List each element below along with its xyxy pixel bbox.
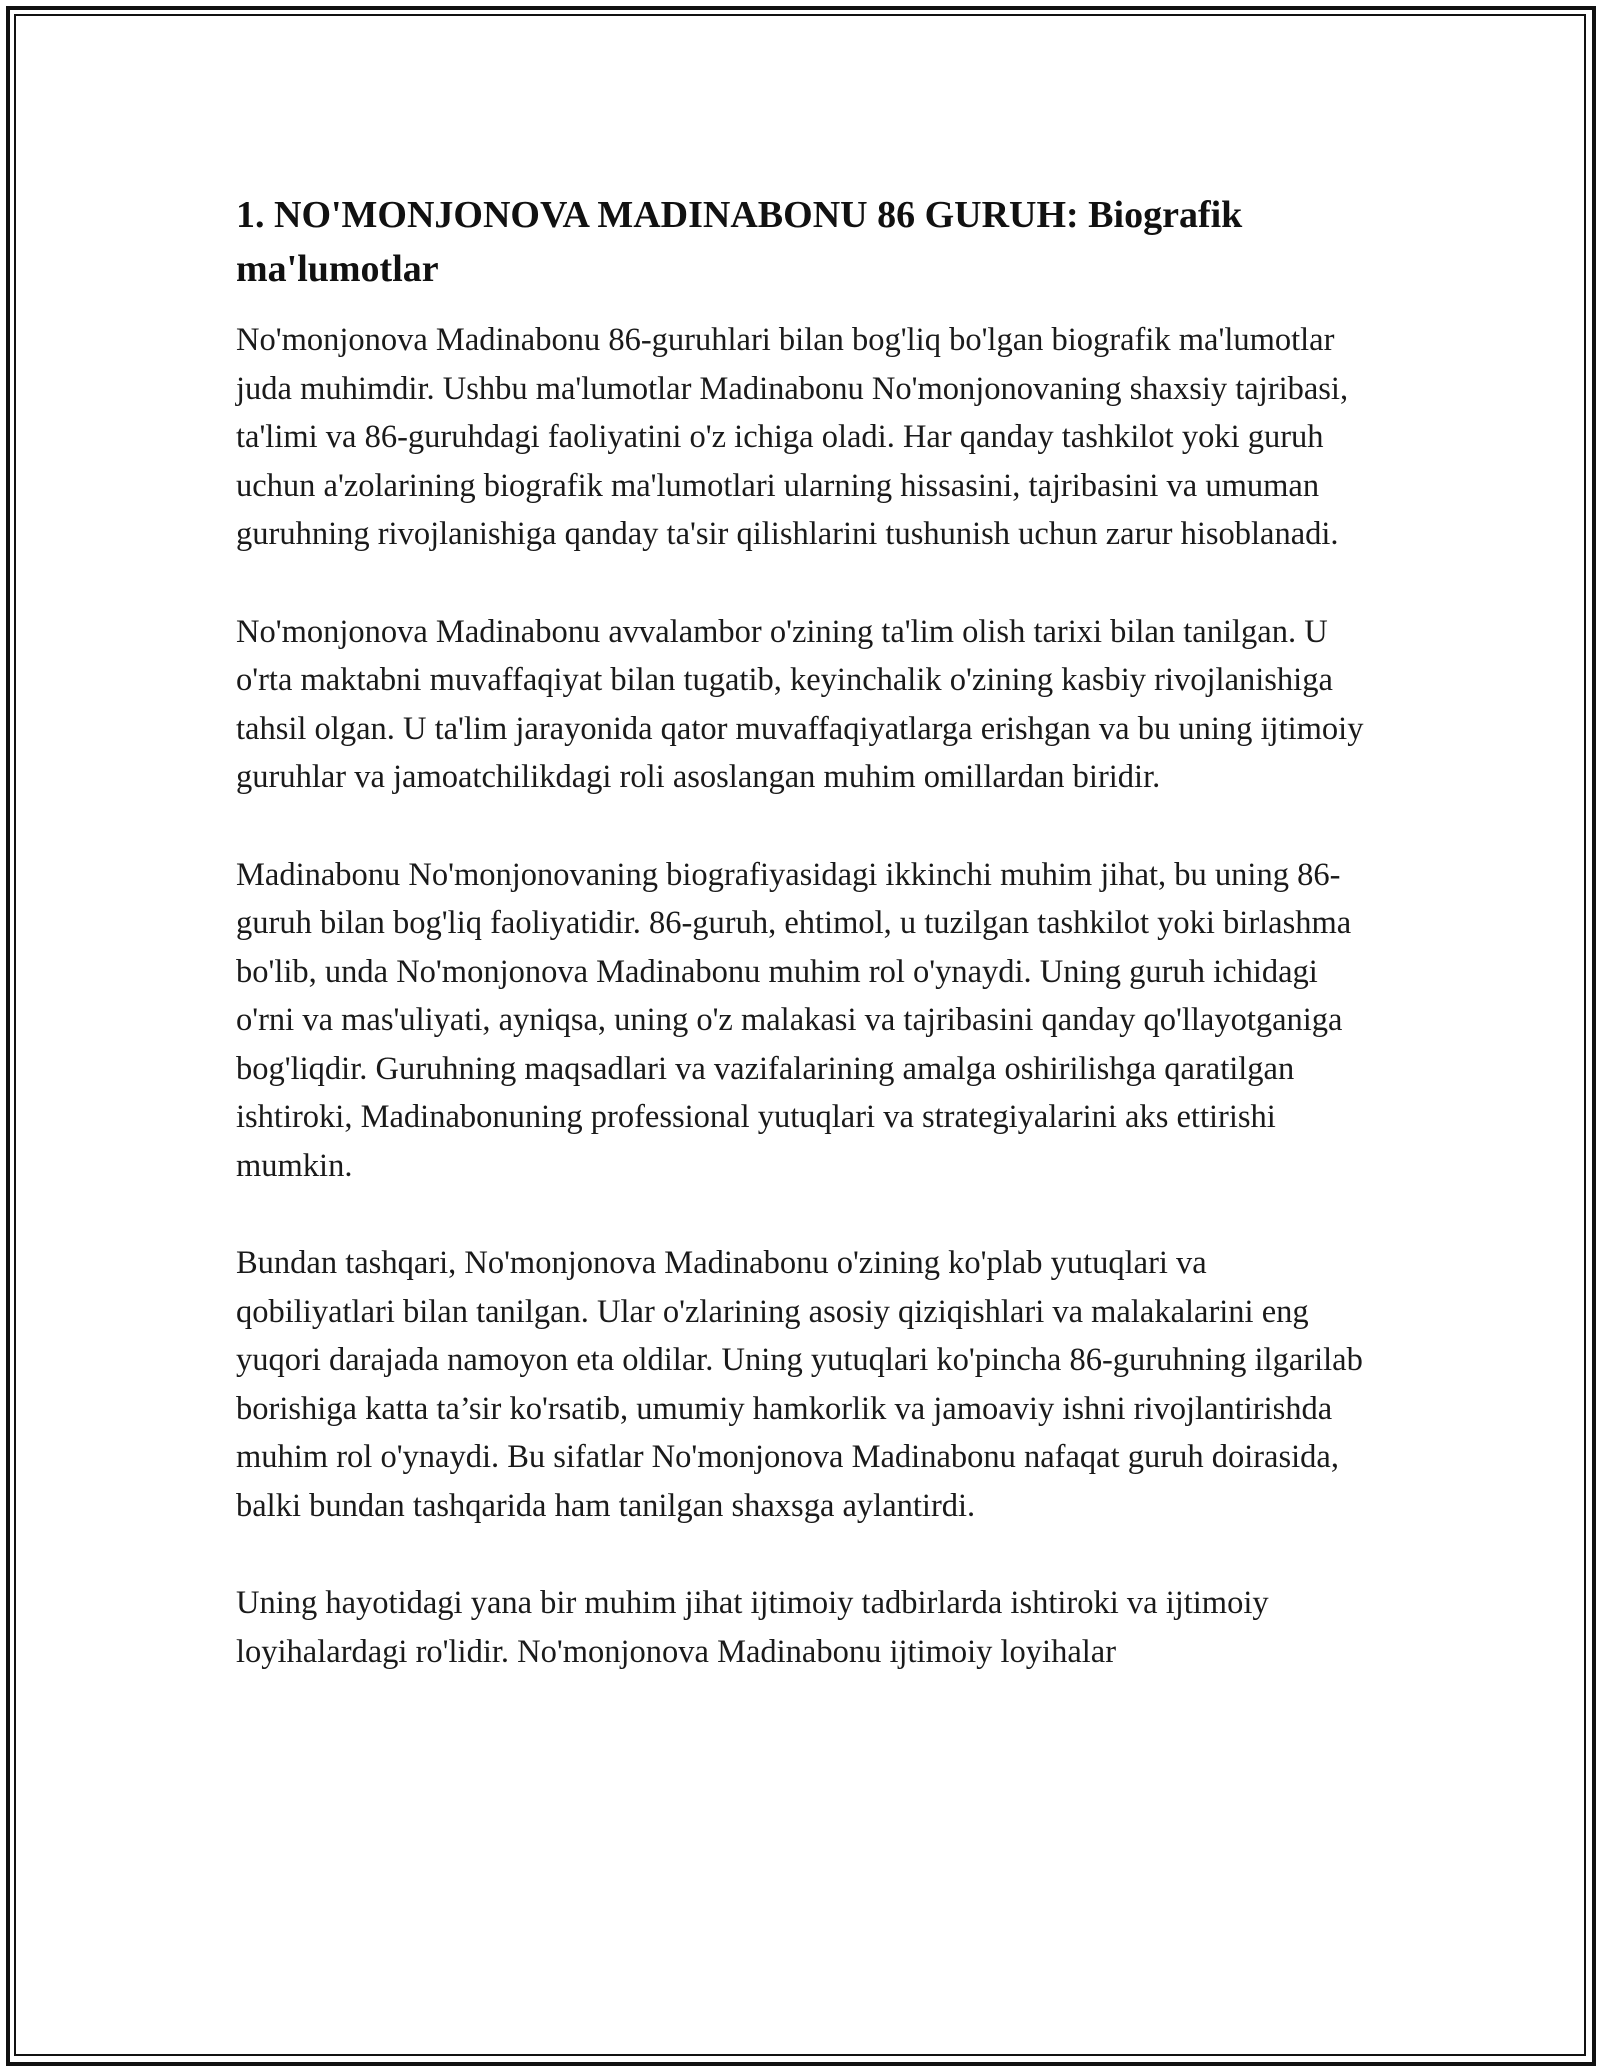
paragraph-4: Bundan tashqari, No'monjonova Madinabonu o'zining ko'plab yutuqlari va qobiliyatlari bilan tanilgan. Ular o'zlarining asosiy qiziqishlari va malakalarini eng yuqori darajada namoyon eta oldilar. Uning yutuqlari ko'pincha 86-guruhning ilgarilab borishiga katta ta’sir ko'rsatib, umumiy hamkorlik va jamoaviy ishni rivojlantirishda muhim rol o'ynaydi. Bu sifatlar No'monjonova Madinabonu nafaqat guruh doirasida, balki bundan tashqarida ham tanilgan shaxsga aylantirdi. bbox=[236, 1245, 1363, 1524]
section-heading: 1. NO'MONJONOVA MADINABONU 86 GURUH: Biografik ma'lumotlar bbox=[236, 194, 1243, 290]
paragraph-1: No'monjonova Madinabonu 86-guruhlari bilan bog'liq bo'lgan biografik ma'lumotlar juda muhimdir. Ushbu ma'lumotlar Madinabonu No'monjonovaning shaxsiy tajribasi, ta'limi va 86-guruhdagi faoliyatini o'z ichiga oladi. Har qanday tashkilot yoki guruh uchun a'zolarining biografik ma'lumotlari ularning hissasini, tajribasini va umuman guruhning rivojlanishiga qanday ta'sir qilishlarini tushunish uchun zarur hisoblanadi. bbox=[236, 322, 1349, 552]
document-body bbox=[236, 188, 1366, 1725]
paragraph-5: Uning hayotidagi yana bir muhim jihat ijtimoiy tadbirlarda ishtiroki va ijtimoiy loyihalardagi ro'lidir. No'monjonova Madinabonu ijtimoiy loyihalar bbox=[236, 1585, 1269, 1670]
paragraph-3: Madinabonu No'monjonovaning biografiyasidagi ikkinchi muhim jihat, bu uning 86-guruh bilan bog'liq faoliyatidir. 86-guruh, ehtimol, u tuzilgan tashkilot yoki birlashma bo'lib, unda No'monjonova Madinabonu muhim rol o'ynaydi. Uning guruh ichidagi o'rni va mas'uliyati, ayniqsa, uning o'z malakasi va tajribasini qanday qo'llayotganiga bog'liqdir. Guruhning maqsadlari va vazifalarining amalga oshirilishga qaratilgan ishtiroki, Madinabonuning professional yutuqlari va strategiyalarini aks ettirishi mumkin. bbox=[236, 856, 1352, 1184]
paragraph-2: No'monjonova Madinabonu avvalambor o'zining ta'lim olish tarixi bilan tanilgan. U o'rta maktabni muvaffaqiyat bilan tugatib, keyinchalik o'zining kasbiy rivojlanishiga tahsil olgan. U ta'lim jarayonida qator muvaffaqiyatlarga erishgan va bu uning ijtimoiy guruhlar va jamoatchilikdagi roli asoslangan muhim omillardan biridir. bbox=[236, 613, 1364, 795]
